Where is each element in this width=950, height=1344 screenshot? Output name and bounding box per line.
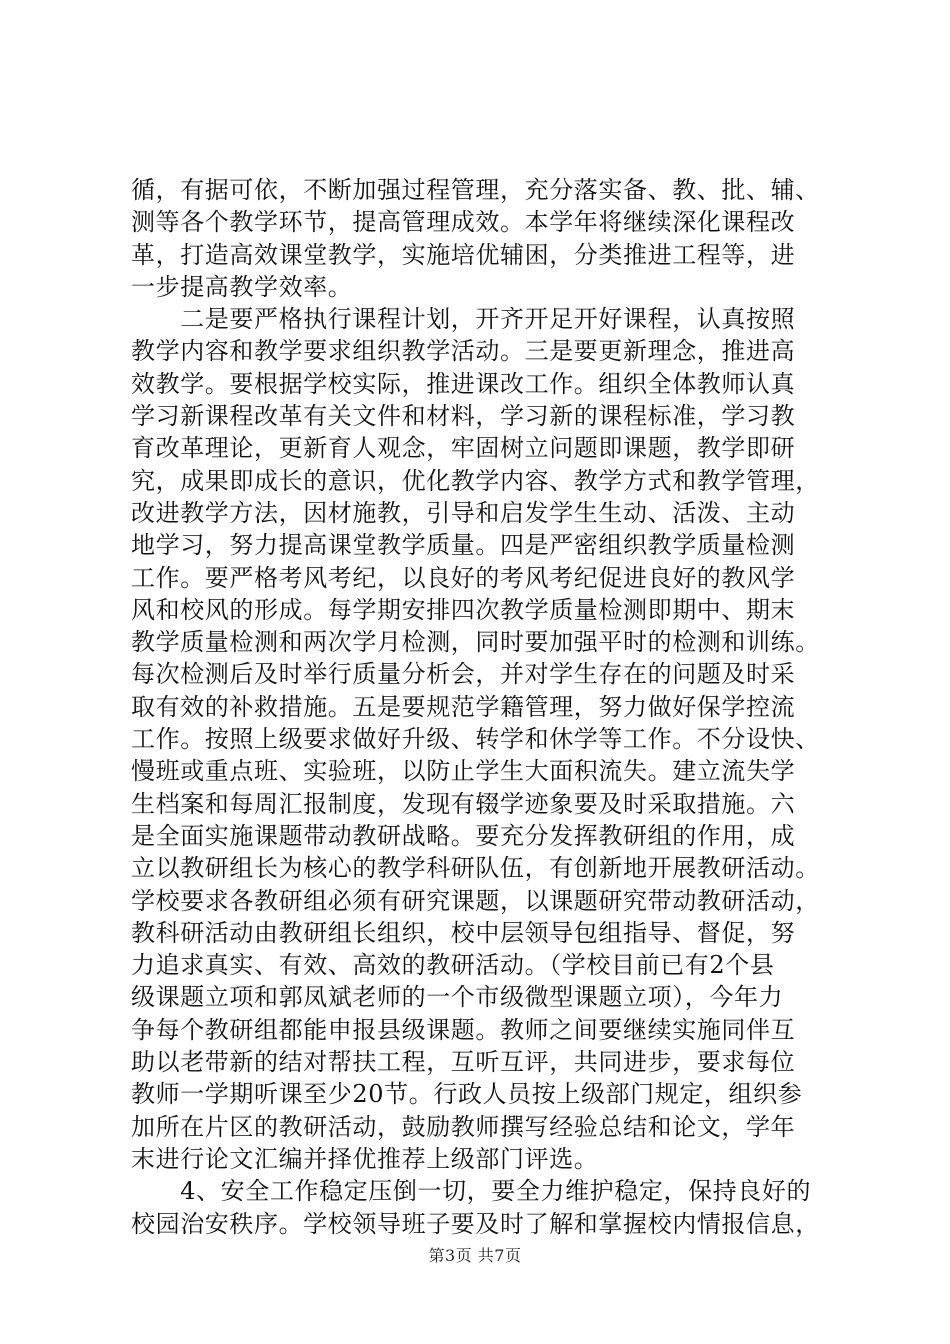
text-line: 风和校风的形成。每学期安排四次教学质量检测即期中、期末 <box>131 595 796 624</box>
text-line: 教师一学期听课至少20节。行政人员按上级部门规定，组织参 <box>131 1080 803 1109</box>
text-line: 学校要求各教研组必须有研究课题，以课题研究带动教研活动， <box>131 886 820 915</box>
text-line: 工作。按照上级要求做好升级、转学和休学等工作。不分设快、 <box>131 725 820 754</box>
text-line: 一步提高教学效率。 <box>131 272 353 301</box>
text-line: 循，有据可依，不断加强过程管理，充分落实备、教、批、辅、 <box>131 176 820 204</box>
text-line: 学习新课程改革有关文件和材料，学习新的课程标准，学习教 <box>131 402 796 431</box>
text-line: 争每个教研组都能申报县级课题。教师之间要继续实施同伴互 <box>131 1015 796 1044</box>
text-line: 助以老带新的结对帮扶工程，互听互评，共同进步，要求每位 <box>131 1048 796 1077</box>
text-line: 二是要严格执行课程计划，开齐开足开好课程，认真按照 <box>131 305 796 334</box>
text-line: 慢班或重点班、实验班，以防止学生大面积流失。建立流失学 <box>131 757 796 786</box>
text-line: 工作。要严格考风考纪，以良好的考风考纪促进良好的教风学 <box>131 563 796 592</box>
text-line: 测等各个教学环节，提高管理成效。本学年将继续深化课程改 <box>131 208 796 237</box>
page-footer: 第3页 共7页 <box>428 1246 522 1265</box>
text-line: 取有效的补救措施。五是要规范学籍管理，努力做好保学控流 <box>131 692 796 721</box>
text-line: 加所在片区的教研活动，鼓励教师撰写经验总结和论文，学年 <box>131 1112 796 1141</box>
text-line: 改进教学方法，因材施教，引导和启发学生生动、活泼、主动 <box>131 498 796 527</box>
text-line: 地学习，努力提高课堂教学质量。四是严密组织教学质量检测 <box>131 531 796 560</box>
text-line: 教学质量检测和两次学月检测，同时要加强平时的检测和训练。 <box>131 628 820 657</box>
text-line: 末进行论文汇编并择优推荐上级部门评选。 <box>131 1144 599 1173</box>
text-line: 力追求真实、有效、高效的教研活动。（学校目前已有2个县 <box>131 951 775 980</box>
text-line: 每次检测后及时举行质量分析会，并对学生存在的问题及时采 <box>131 660 796 689</box>
text-line: 育改革理论，更新育人观念，牢固树立问题即课题，教学即研 <box>131 434 796 463</box>
text-line: 教科研活动由教研组长组织，校中层领导包组指导、督促，努 <box>131 918 796 947</box>
text-line: 革，打造高效课堂教学，实施培优辅困，分类推进工程等，进 <box>131 240 796 269</box>
text-line: 究，成果即成长的意识，优化教学内容、教学方式和教学管理， <box>131 466 820 495</box>
text-line: 4、安全工作稳定压倒一切，要全力维护稳定，保持良好的 <box>131 1177 812 1206</box>
text-line: 级课题立项和郭凤斌老师的一个市级微型课题立项），今年力 <box>131 983 784 1012</box>
text-line: 效教学。要根据学校实际，推进课改工作。组织全体教师认真 <box>131 369 796 398</box>
text-line: 是全面实施课题带动教研战略。要充分发挥教研组的作用，成 <box>131 821 796 850</box>
text-line: 立以教研组长为核心的教学科研队伍，有创新地开展教研活动。 <box>131 854 820 883</box>
text-line: 校园治安秩序。学校领导班子要及时了解和掌握校内情报信息， <box>131 1209 820 1238</box>
text-line: 生档案和每周汇报制度，发现有辍学迹象要及时采取措施。六 <box>131 789 796 818</box>
text-line: 教学内容和教学要求组织教学活动。三是要更新理念，推进高 <box>131 337 796 366</box>
body-text <box>131 174 831 1240</box>
